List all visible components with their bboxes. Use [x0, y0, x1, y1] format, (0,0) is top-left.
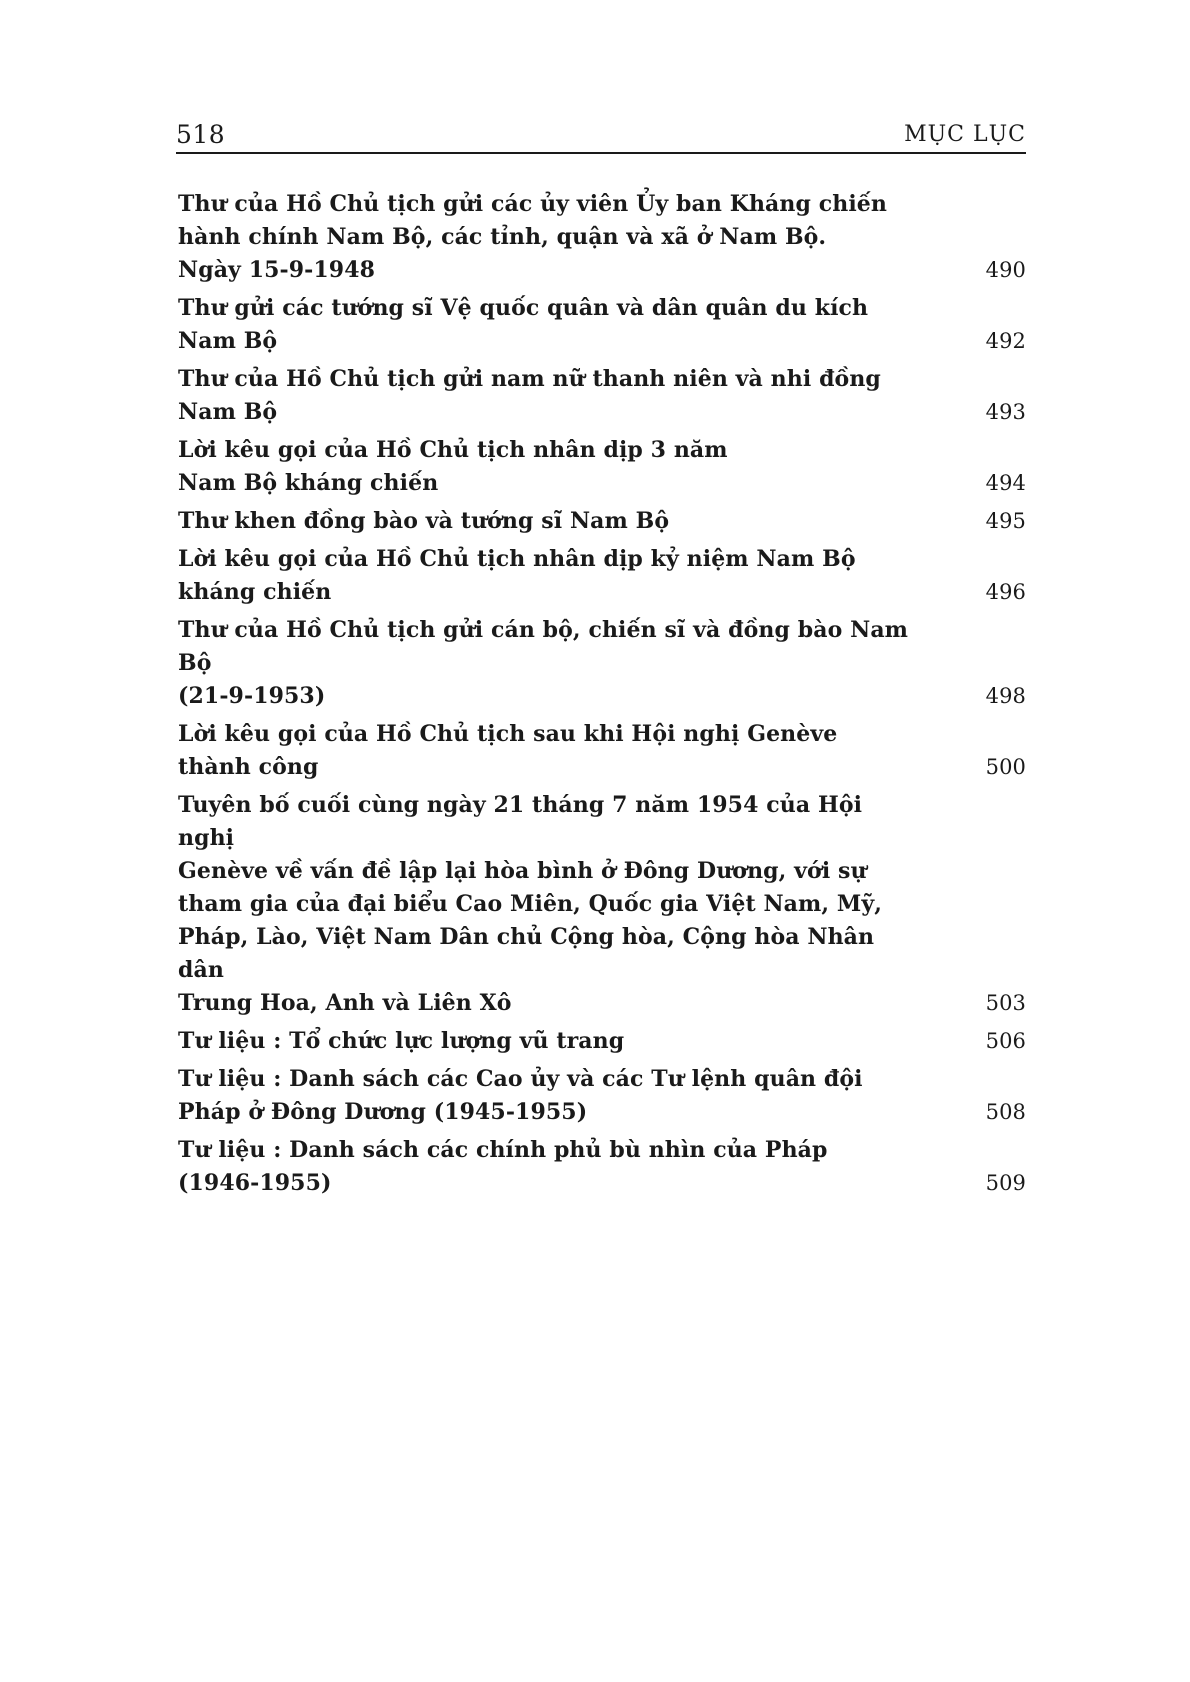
running-head: MỤC LỤC	[904, 122, 1026, 147]
toc-entry-title: Lời kêu gọi của Hồ Chủ tịch nhân dịp 3 năm Nam Bộ kháng chiến	[178, 437, 728, 496]
toc-entry-title: Lời kêu gọi của Hồ Chủ tịch nhân dịp kỷ niệm Nam Bộ kháng chiến	[178, 546, 856, 605]
toc-entry-title: Tuyên bố cuối cùng ngày 21 tháng 7 năm 1954 của Hội nghị Genève về vấn đề lập lại hòa bình ở Đông Dương, với sự tham gia của đại biểu Cao Miên, Quốc gia Việt Nam, Mỹ, Pháp, Lào, Việt Nam Dân chủ Cộng hòa, Cộng hòa Nhân dân Trung Hoa, Anh và Liên Xô	[178, 792, 883, 1016]
toc-entry	[178, 789, 1026, 1020]
toc-entry-title: Thư của Hồ Chủ tịch gửi cán bộ, chiến sĩ và đồng bào Nam Bộ (21-9-1953)	[178, 617, 909, 709]
toc-entry	[178, 363, 1026, 429]
toc-entry-page: 503	[985, 991, 1026, 1015]
toc-entry-page: 506	[985, 1029, 1026, 1053]
toc-entry-page: 493	[985, 400, 1026, 424]
toc-entry-title: Tư liệu : Tổ chức lực lượng vũ trang	[178, 1028, 625, 1054]
toc-entry	[178, 543, 1026, 609]
toc-entry-page: 508	[985, 1100, 1026, 1124]
toc-entry	[178, 505, 1026, 538]
toc-entry	[178, 614, 1026, 713]
toc-entry-page: 496	[985, 580, 1026, 604]
toc-entry-page: 494	[985, 471, 1026, 495]
header-rule	[176, 152, 1026, 154]
toc-entry	[178, 1025, 1026, 1058]
toc-entry-page: 495	[985, 509, 1026, 533]
page-header	[176, 118, 1026, 152]
toc-entry-title: Lời kêu gọi của Hồ Chủ tịch sau khi Hội nghị Genève thành công	[178, 721, 838, 780]
toc-entry-title: Thư của Hồ Chủ tịch gửi nam nữ thanh niên và nhi đồng Nam Bộ	[178, 366, 881, 425]
toc-entry	[178, 434, 1026, 500]
toc-entry-title: Thư của Hồ Chủ tịch gửi các ủy viên Ủy ban Kháng chiến hành chính Nam Bộ, các tỉnh, quận và xã ở Nam Bộ. Ngày 15-9-1948	[178, 191, 887, 283]
toc-entry-page: 492	[985, 329, 1026, 353]
page-number: 518	[176, 120, 226, 149]
toc-entry	[178, 1063, 1026, 1129]
toc-entry-page: 500	[985, 755, 1026, 779]
toc-entry-page: 498	[985, 684, 1026, 708]
toc-entry	[178, 188, 1026, 287]
toc-entry	[178, 718, 1026, 784]
toc-entry-title: Thư gửi các tướng sĩ Vệ quốc quân và dân quân du kích Nam Bộ	[178, 295, 869, 354]
toc-entry	[178, 1134, 1026, 1200]
toc-entry	[178, 292, 1026, 358]
toc-entry-page: 490	[985, 258, 1026, 282]
toc-entry-title: Thư khen đồng bào và tướng sĩ Nam Bộ	[178, 508, 670, 534]
toc-entry-page: 509	[985, 1171, 1026, 1195]
toc-entry-title: Tư liệu : Danh sách các Cao ủy và các Tư lệnh quân đội Pháp ở Đông Dương (1945-1955)	[178, 1066, 863, 1125]
table-of-contents	[178, 188, 1026, 1205]
toc-entry-title: Tư liệu : Danh sách các chính phủ bù nhìn của Pháp (1946-1955)	[178, 1137, 828, 1196]
